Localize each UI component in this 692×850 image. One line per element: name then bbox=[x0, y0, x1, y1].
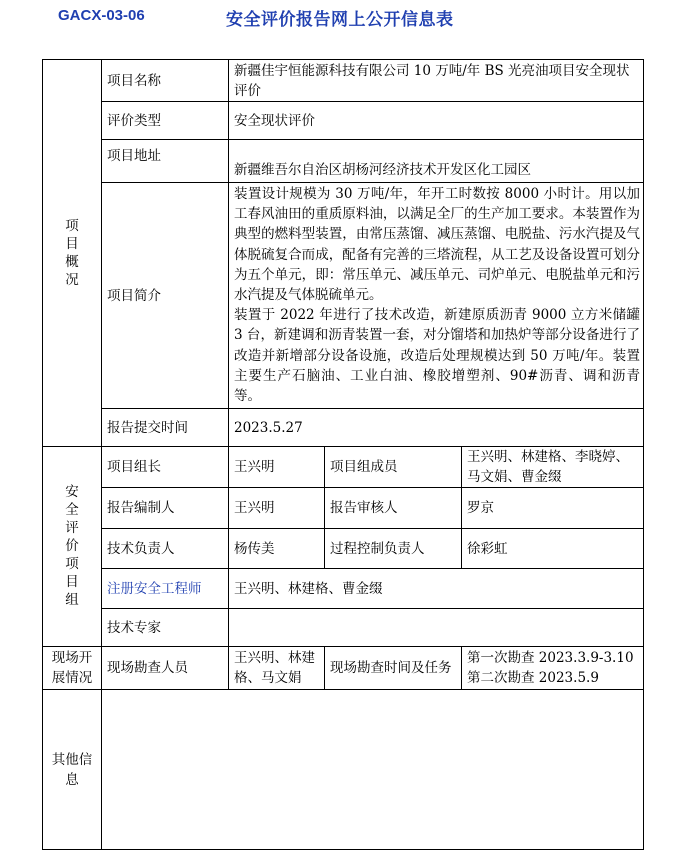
label-safety-engineer: 注册安全工程师 bbox=[102, 569, 229, 609]
label-site-people: 现场勘查人员 bbox=[102, 647, 229, 690]
page-title: 安全评价报告网上公开信息表 bbox=[226, 10, 454, 30]
value-eval-type: 安全现状评价 bbox=[229, 102, 644, 140]
section-overview: 项目概况 bbox=[43, 60, 102, 447]
label-address: 项目地址 bbox=[102, 140, 229, 183]
value-leader: 王兴明 bbox=[229, 447, 325, 488]
label-author: 报告编制人 bbox=[102, 488, 229, 529]
row-team-leader bbox=[43, 447, 644, 488]
row-intro bbox=[43, 183, 644, 409]
label-reviewer: 报告审核人 bbox=[325, 488, 462, 529]
row-author bbox=[43, 488, 644, 529]
value-site-time bbox=[462, 647, 644, 690]
row-address bbox=[43, 140, 644, 183]
intro-paragraph-2: 装置于 2022 年进行了技术改造，新建原质沥青 9000 立方米储罐 3 台，新建调和沥青装置一套，对分馏塔和加热炉等部分设备进行了改造并新增部分设备设施，改造后处理规模达到 50 万吨/年。装置主要生产石脑油、工业白油、橡胶增塑剂、90#沥青、调和沥青等。 bbox=[234, 307, 641, 405]
label-intro: 项目简介 bbox=[102, 183, 229, 409]
value-site-people: 王兴明、林建格、马文娟 bbox=[229, 647, 325, 690]
value-address: 新疆维吾尔自治区胡杨河经济技术开发区化工园区 bbox=[229, 140, 644, 183]
value-reviewer: 罗京 bbox=[462, 488, 644, 529]
row-eval-type bbox=[43, 102, 644, 140]
site-visit-2: 第二次勘查 2023.5.9 bbox=[467, 670, 599, 687]
label-eval-type: 评价类型 bbox=[102, 102, 229, 140]
label-submit-date: 报告提交时间 bbox=[102, 409, 229, 447]
label-members: 项目组成员 bbox=[325, 447, 462, 488]
row-submit-date bbox=[43, 409, 644, 447]
label-process-control: 过程控制负责人 bbox=[325, 529, 462, 569]
section-other: 其他信息 bbox=[43, 690, 102, 850]
site-visit-1: 第一次勘查 2023.3.9-3.10 bbox=[467, 650, 634, 667]
value-submit-date: 2023.5.27 bbox=[229, 409, 644, 447]
section-site: 现场开展情况 bbox=[43, 647, 102, 690]
label-leader: 项目组长 bbox=[102, 447, 229, 488]
row-engineer bbox=[43, 569, 644, 609]
row-project-name bbox=[43, 60, 644, 102]
value-tech-lead: 杨传美 bbox=[229, 529, 325, 569]
label-expert: 技术专家 bbox=[102, 609, 229, 647]
row-tech-lead bbox=[43, 529, 644, 569]
label-project-name: 项目名称 bbox=[102, 60, 229, 102]
value-process-control: 徐彩虹 bbox=[462, 529, 644, 569]
row-expert bbox=[43, 609, 644, 647]
intro-paragraph-1: 装置设计规模为 30 万吨/年，年开工时数按 8000 小时计。用以加工春风油田的重质原料油，以满足全厂的生产加工要求。本装置作为典型的燃料型装置，由常压蒸馏、减压蒸馏、电脱盐、污水汽提及气体脱硫复合而成，配备有完善的三塔流程，从工艺及设备设置可划分为五个单元，即：常压单元、减压单元、司炉单元、电脱盐单元和污水汽提及气体脱硫单元。 bbox=[234, 186, 641, 304]
value-project-name: 新疆佳宇恒能源科技有限公司 10 万吨/年 BS 光亮油项目安全现状评价 bbox=[229, 60, 644, 102]
info-table bbox=[42, 59, 644, 850]
form-code: GACX-03-06 bbox=[58, 7, 145, 24]
row-other bbox=[43, 690, 644, 850]
value-intro bbox=[229, 183, 644, 409]
label-site-time: 现场勘查时间及任务 bbox=[325, 647, 462, 690]
value-author: 王兴明 bbox=[229, 488, 325, 529]
label-tech-lead: 技术负责人 bbox=[102, 529, 229, 569]
value-expert bbox=[229, 609, 644, 647]
value-other bbox=[102, 690, 644, 850]
value-safety-engineer: 王兴明、林建格、曹金缀 bbox=[229, 569, 644, 609]
row-site bbox=[43, 647, 644, 690]
value-members: 王兴明、林建格、李晓婷、马文娟、曹金缀 bbox=[462, 447, 644, 488]
section-team: 安全评价项目组 bbox=[43, 447, 102, 647]
